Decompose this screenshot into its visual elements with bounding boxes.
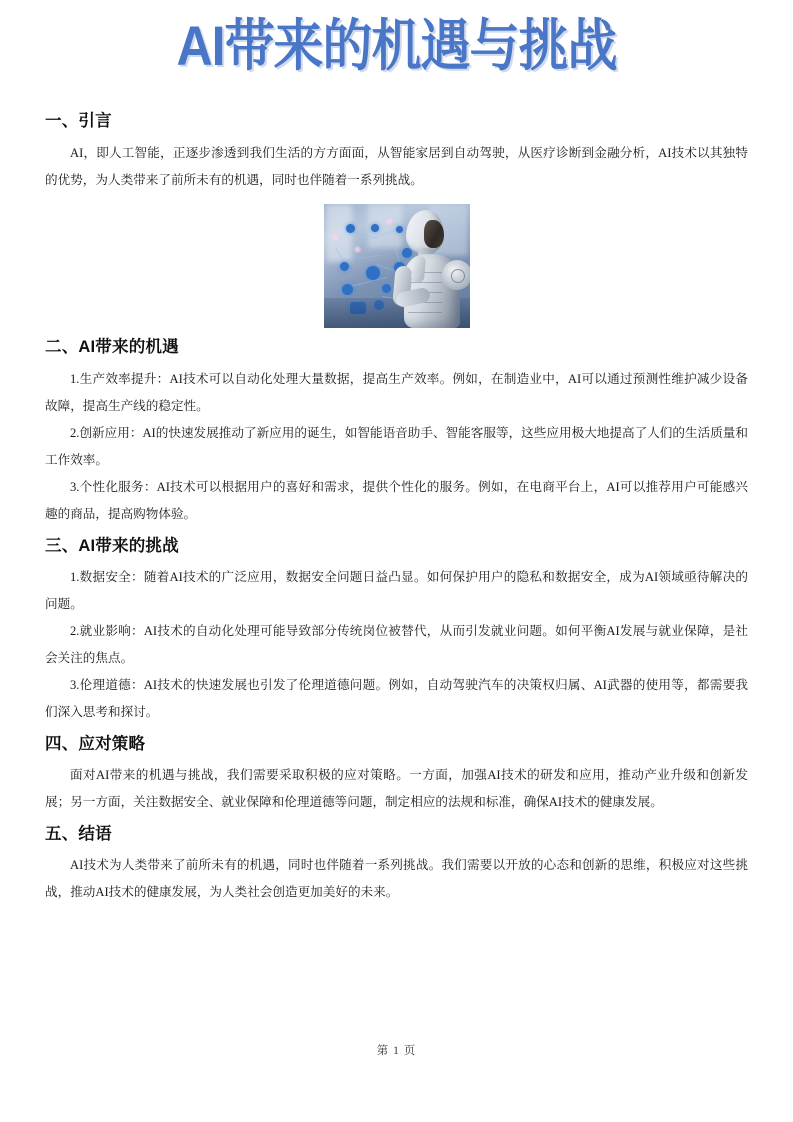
section-5-paragraph-1: AI技术为人类带来了前所未有的机遇，同时也伴随着一系列挑战。我们需要以开放的心态和创新的思维，积极应对这些挑战，推动AI技术的健康发展，为人类社会创造更加美好的未来。 bbox=[45, 858, 748, 900]
scales-icon bbox=[342, 284, 353, 295]
gear-icon bbox=[340, 262, 349, 271]
network-node-icon bbox=[346, 224, 355, 233]
lightbulb-icon bbox=[371, 224, 379, 232]
section-1-paragraph-1: AI，即人工智能，正逐步渗透到我们生活的方方面面，从智能家居到自动驾驶，从医疗诊断到金融分析，AI技术以其独特的优势，为人类带来了前所未有的机遇，同时也伴随着一系列挑战。 bbox=[45, 146, 748, 188]
robot-figure bbox=[388, 204, 470, 328]
section-4-paragraph-1: 面对AI带来的机遇与挑战，我们需要采取积极的应对策略。一方面，加强AI技术的研发和应用，推动产业升级和创新发展；另一方面，关注数据安全、就业保障和伦理道德等问题，制定相应的法规和标准，确保AI技术的健康发展。 bbox=[45, 768, 748, 810]
section-heading-2: 二、AI带来的机遇 bbox=[45, 338, 179, 357]
section-heading-4: 四、应对策略 bbox=[45, 734, 146, 753]
section-2-paragraph-3: 3.个性化服务：AI技术可以根据用户的喜好和需求，提供个性化的服务。例如，在电商平台上，AI可以推荐用户可能感兴趣的商品，提高购物体验。 bbox=[45, 479, 748, 521]
page-title: AI带来的机遇与挑战 bbox=[176, 14, 617, 78]
section-2-paragraph-1: 1.生产效率提升：AI技术可以自动化处理大量数据，提高生产效率。例如，在制造业中，AI可以通过预测性维护减少设备故障，提高生产线的稳定性。 bbox=[45, 371, 748, 413]
page-footer: 第 1 页 bbox=[376, 1045, 417, 1057]
person-icon bbox=[366, 266, 380, 280]
section-heading-1: 一、引言 bbox=[45, 112, 112, 130]
section-heading-5: 五、结语 bbox=[45, 825, 112, 844]
robot-shoulder bbox=[442, 260, 470, 290]
section-heading-3: 三、AI带来的挑战 bbox=[45, 536, 179, 555]
ai-robot-image bbox=[324, 204, 470, 328]
section-3-paragraph-3: 3.伦理道德：AI技术的快速发展也引发了伦理道德问题。例如，自动驾驶汽车的决策权归属、AI武器的使用等，都需要我们深入思考和探讨。 bbox=[45, 677, 748, 719]
figure-container bbox=[45, 204, 748, 328]
robot-face bbox=[424, 220, 444, 248]
section-3-paragraph-2: 2.就业影响：AI技术的自动化处理可能导致部分传统岗位被替代，从而引发就业问题。如何平衡AI发展与就业保障，是社会关注的焦点。 bbox=[45, 623, 748, 665]
section-2-paragraph-2: 2.创新应用：AI的快速发展推动了新应用的诞生，如智能语音助手、智能客服等，这些应用极大地提高了人们的生活质量和工作效率。 bbox=[45, 425, 748, 467]
section-3-paragraph-1: 1.数据安全：随着AI技术的广泛应用，数据安全问题日益凸显。如何保护用户的隐私和数据安全，成为AI领域亟待解决的问题。 bbox=[45, 569, 748, 611]
robot-hand bbox=[410, 256, 426, 283]
